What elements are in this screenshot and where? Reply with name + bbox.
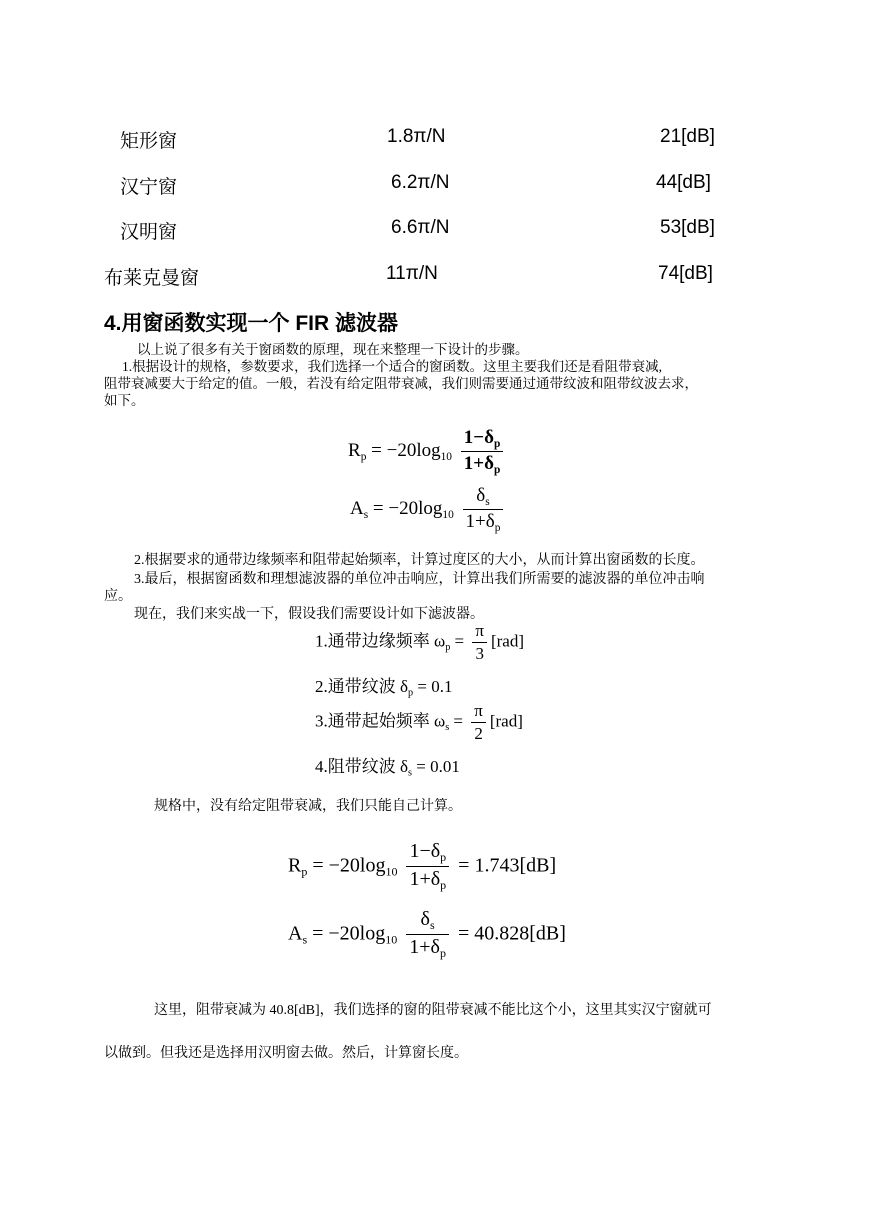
equals-sign: =: [454, 631, 465, 651]
subscript-p: p: [440, 850, 447, 865]
step3-line: 3.最后，根据窗函数和理想滤波器的单位冲击响应，计算出我们所需要的滤波器的单位冲击响: [134, 572, 705, 587]
spec-value: = 0.1: [417, 677, 453, 696]
log-base: 10: [442, 508, 454, 521]
log-base: 10: [385, 864, 398, 879]
denominator: 2: [474, 724, 483, 743]
subscript-s: s: [429, 918, 435, 933]
subscript-p: p: [440, 878, 447, 893]
as-subscript: s: [302, 932, 308, 947]
denominator: 1+δ: [465, 510, 495, 532]
denominator: 1+δ: [409, 868, 441, 891]
subscript-p: p: [493, 463, 501, 476]
conclusion-line: 这里，阻带衰减为 40.8[dB]，我们选择的窗的阻带衰减不能比这个小，这里其实汉宁窗就可: [154, 1003, 712, 1018]
denominator: 1+δ: [409, 936, 440, 959]
spec-unit: [rad]: [489, 711, 523, 731]
numerator: 1−δ: [463, 427, 494, 448]
rp-subscript: p: [301, 864, 308, 879]
as-result: = 40.828[dB]: [457, 922, 566, 945]
spec-label: 2.通带纹波: [315, 677, 396, 696]
subscript-s: s: [485, 495, 490, 508]
spec-subscript: s: [408, 767, 412, 779]
log-base: 10: [440, 450, 452, 463]
as-symbol: A: [350, 497, 364, 519]
equals-log: = −20log: [372, 497, 443, 519]
spec-symbol: ω: [434, 631, 446, 651]
practice-paragraph: 现在，我们来实战一下，假设我们需要设计如下滤波器。: [134, 607, 484, 622]
rp-symbol: R: [288, 854, 302, 877]
log-base: 10: [385, 932, 398, 947]
denominator: 3: [475, 644, 484, 663]
spec-value: = 0.01: [416, 757, 460, 776]
rp-result: = 1.743[dB]: [458, 854, 557, 877]
step2-paragraph: 2.根据要求的通带边缘频率和阻带起始频率，计算过度区的大小，从而计算出窗函数的长度。: [134, 553, 705, 568]
spec-item: [315, 752, 460, 779]
window-name: 矩形窗: [120, 131, 178, 152]
step3-line: 应。: [104, 589, 132, 604]
equals-log: = −20log: [312, 854, 386, 877]
spec-subscript: s: [445, 721, 450, 733]
spec-subscript: p: [408, 687, 414, 699]
intro-paragraph: 以上说了很多有关于窗函数的原理，现在来整理一下设计的步骤。: [137, 342, 529, 357]
step1-line: 阻带衰减要大于给定的值。一般，若没有给定阻带衰减，我们则需要通过通带纹波和阻带纹波去求，: [104, 376, 698, 391]
window-attenuation: 53[dB]: [660, 217, 715, 238]
fraction: [406, 908, 449, 961]
step1-line: 如下。: [104, 393, 145, 408]
window-attenuation: 44[dB]: [656, 172, 711, 193]
window-attenuation: 21[dB]: [660, 126, 715, 147]
spec-item: [315, 701, 523, 744]
spec-symbol: δ: [400, 677, 409, 696]
spec-symbol: δ: [400, 757, 409, 776]
subscript-p: p: [493, 437, 501, 450]
formula-rp-computed: [288, 840, 556, 893]
window-width: 6.2π/N: [391, 172, 450, 193]
spec-unit: [rad]: [490, 631, 525, 651]
fraction: [463, 485, 504, 534]
window-width: 11π/N: [386, 263, 438, 284]
fraction: [406, 840, 449, 893]
window-name: 布莱克曼窗: [104, 268, 200, 289]
formula-as-general: [350, 485, 507, 534]
spec-note: 规格中，没有给定阻带衰减，我们只能自己计算。: [154, 799, 462, 814]
equals-log: = −20log: [371, 439, 441, 461]
subscript-p: p: [439, 946, 446, 961]
equals-sign: =: [453, 711, 464, 731]
as-subscript: s: [363, 508, 369, 521]
spec-label: 4.阻带纹波: [315, 757, 396, 776]
formula-as-computed: [288, 908, 566, 961]
spec-label: 3.通带起始频率: [315, 711, 430, 731]
formula-rp-general: [348, 427, 507, 476]
numerator: δ: [476, 485, 486, 506]
spec-symbol: ω: [434, 711, 446, 731]
conclusion-line: 以做到。但我还是选择用汉明窗去做。然后，计算窗长度。: [104, 1046, 468, 1061]
step1-line: 1.根据设计的规格，参数要求，我们选择一个适合的窗函数。这里主要我们还是看阻带衰减,: [122, 359, 662, 374]
denominator: 1+δ: [463, 452, 494, 474]
spec-subscript: p: [445, 641, 451, 653]
spec-item: [315, 672, 452, 699]
numerator: δ: [420, 908, 430, 930]
section-heading: 4.用窗函数实现一个 FIR 滤波器: [104, 312, 399, 335]
spec-label: 1.通带边缘频率: [315, 631, 430, 651]
numerator: 1−δ: [409, 840, 441, 862]
window-name: 汉明窗: [120, 222, 178, 243]
spec-item: [315, 621, 524, 664]
fraction: [461, 427, 504, 476]
equals-log: = −20log: [312, 922, 386, 945]
subscript-p: p: [494, 521, 501, 534]
window-attenuation: 74[dB]: [658, 263, 713, 284]
window-name: 汉宁窗: [120, 177, 178, 198]
numerator: π: [474, 701, 483, 720]
window-width: 6.6π/N: [391, 217, 450, 238]
rp-symbol: R: [348, 439, 361, 461]
fraction: [471, 701, 486, 744]
window-width: 1.8π/N: [387, 126, 446, 147]
as-symbol: A: [288, 922, 303, 945]
fraction: [472, 621, 487, 664]
rp-subscript: p: [360, 450, 367, 463]
numerator: π: [475, 621, 484, 640]
